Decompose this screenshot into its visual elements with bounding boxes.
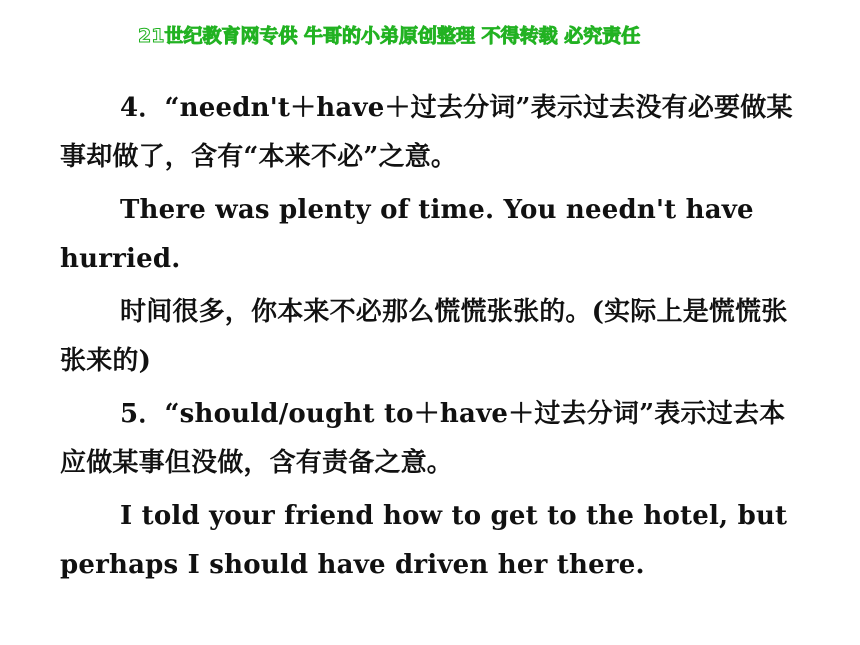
example-sentence-english: There was plenty of time. You needn't have hurried.: [60, 195, 754, 274]
example-sentence-english-2: I told your friend how to get to the hotel, but perhaps I should have driven her there.: [60, 501, 788, 580]
watermark-banner: 21世纪教育网专供 牛哥的小弟原创整理 不得转载 必究责任: [138, 25, 641, 47]
slide-body: [60, 84, 800, 594]
rule-4-text: 4．“needn't＋have＋过去分词”表示过去没有必要做某事却做了，含有“本来不必”之意。: [60, 93, 793, 172]
rule-5-text: 5．“should/ought to＋have＋过去分词”表示过去本应做某事但没做，含有责备之意。: [60, 399, 786, 478]
example-sentence-chinese: 时间很多，你本来不必那么慌慌张张的。(实际上是慌慌张张来的): [60, 297, 788, 376]
